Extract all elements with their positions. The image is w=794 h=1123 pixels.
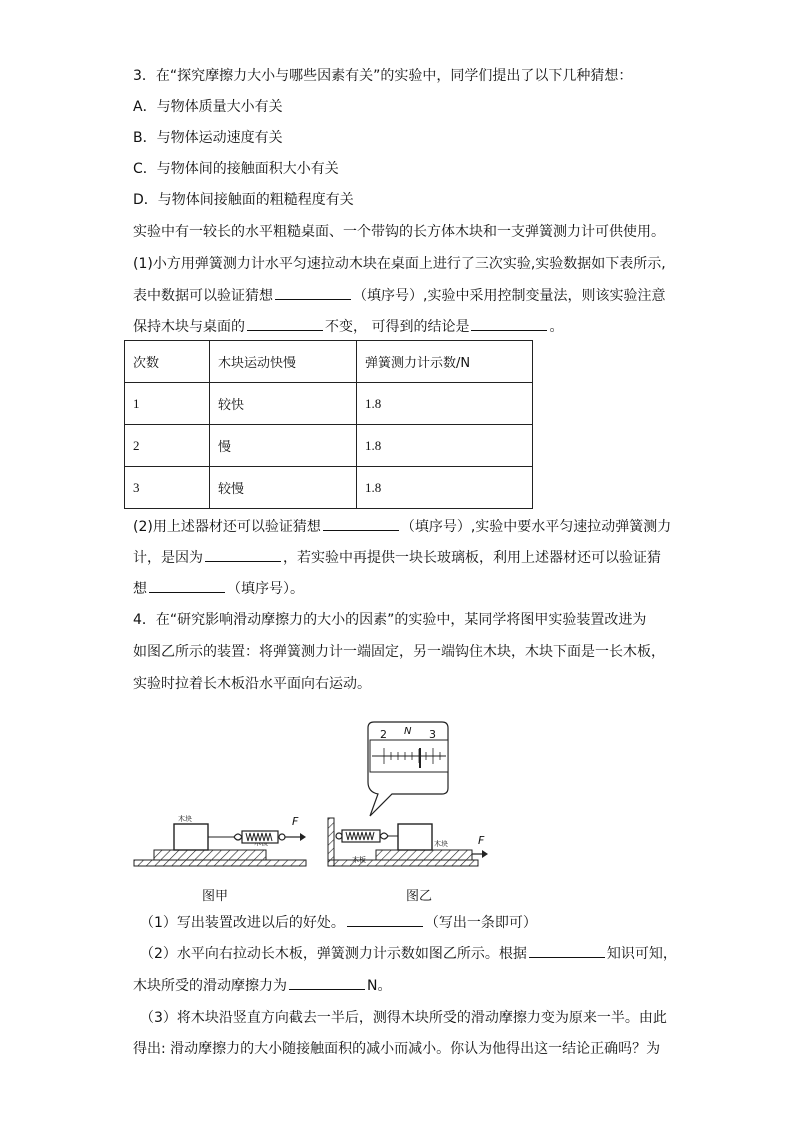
- fixed-wall: [328, 818, 334, 866]
- q3-part1-line2: [133, 285, 665, 306]
- q4-sub3-line2: 得出: 滑动摩擦力的大小随接触面积的减小而减小。你认为他得出这一结论正确吗？为: [133, 1041, 661, 1057]
- q3-part1-text: 保持木块与桌面的: [133, 319, 245, 335]
- caption-figure-a: 图甲: [202, 889, 229, 904]
- table-cell: 2: [125, 425, 210, 467]
- q4-sub2-text: 木块所受的滑动摩擦力为: [133, 978, 287, 994]
- table-cell: 较快: [210, 383, 357, 425]
- q3-option-a: A．与物体质量大小有关: [133, 99, 283, 115]
- q4-stem-line2: 如图乙所示的装置：将弹簧测力计一端固定，另一端钩住木块，木块下面是一长木板，: [133, 644, 665, 660]
- table-row: [125, 467, 533, 509]
- q3-stem: 3．在“探究摩擦力大小与哪些因素有关”的实验中，同学们提出了以下几种猜想：: [133, 68, 633, 84]
- table-header-row: [125, 341, 533, 383]
- q3-part2-line3: [133, 578, 304, 599]
- force-label: F: [478, 834, 485, 847]
- q3-part2-text: 计，是因为: [133, 550, 203, 566]
- answer-blank[interactable]: [149, 578, 225, 593]
- table-header-cell: 木块运动快慢: [210, 341, 357, 383]
- q4-sub1-text: （写出一条即可）: [424, 915, 537, 931]
- q4-sub1-text: （1）写出装置改进以后的好处。: [140, 915, 345, 931]
- table-cell: 慢: [210, 425, 357, 467]
- hook-icon: [380, 833, 388, 839]
- table-cell: 1.8: [357, 383, 533, 425]
- table-cell: 3: [125, 467, 210, 509]
- q4-sub1: [140, 912, 537, 933]
- q3-part2-text: （填序号）。: [227, 581, 304, 597]
- wooden-board: [154, 850, 266, 860]
- table-row: [125, 425, 533, 467]
- dial-number-right: 3: [429, 728, 436, 741]
- table-header-cell: 次数: [125, 341, 210, 383]
- q3-part1-text: 不变， 可得到的结论是: [325, 319, 470, 335]
- answer-blank[interactable]: [205, 547, 281, 562]
- q3-part1-text: 表中数据可以验证猜想: [133, 288, 273, 304]
- block-label: 木块: [178, 815, 192, 823]
- board-label: 木板: [352, 856, 366, 864]
- q3-option-d: D．与物体间接触面的粗糙程度有关: [133, 192, 354, 208]
- q3-part2-text: （填序号）,实验中要水平匀速拉动弹簧测力: [400, 519, 672, 535]
- q4-stem-line1: 4．在“研究影响滑动摩擦力的大小的因素”的实验中，某同学将图甲实验装置改进为: [133, 612, 647, 628]
- ground-surface: [328, 860, 478, 866]
- q3-option-b: B．与物体运动速度有关: [133, 130, 283, 146]
- table-cell: 1: [125, 383, 210, 425]
- caption-figure-b: 图乙: [406, 889, 433, 904]
- table-cell: 1.8: [357, 425, 533, 467]
- figure-b: [328, 722, 488, 904]
- ground-surface: [134, 860, 306, 866]
- table-header-cell: 弹簧测力计示数/N: [357, 341, 533, 383]
- q3-part2-text: ，若实验中再提供一块长玻璃板，利用上述器材还可以验证猜: [283, 550, 661, 566]
- q4-sub2-line1: [140, 943, 677, 964]
- q3-part2-line2: [133, 547, 661, 568]
- q3-equipment: 实验中有一较长的水平粗糙桌面、一个带钩的长方体木块和一支弹簧测力计可供使用。: [133, 224, 665, 240]
- arrow-head-icon: [300, 833, 306, 841]
- table-row: [125, 383, 533, 425]
- block-label: 木块: [434, 840, 448, 848]
- answer-blank[interactable]: [289, 975, 365, 990]
- answer-blank[interactable]: [529, 943, 605, 958]
- q4-sub2-line2: [133, 975, 391, 996]
- answer-blank[interactable]: [247, 316, 323, 331]
- table-cell: 较慢: [210, 467, 357, 509]
- apparatus-figure: [130, 712, 490, 908]
- arrow-head-icon: [482, 850, 488, 858]
- q3-part2-line1: [133, 516, 671, 537]
- answer-blank[interactable]: [471, 316, 547, 331]
- q4-stem-line3: 实验时拉着长木板沿水平面向右运动。: [133, 676, 371, 692]
- answer-blank[interactable]: [323, 516, 399, 531]
- answer-blank[interactable]: [347, 912, 423, 927]
- wooden-board: [376, 850, 472, 860]
- answer-blank[interactable]: [275, 285, 351, 300]
- experiment-data-table: [124, 340, 533, 509]
- force-label: F: [292, 815, 299, 828]
- figure-a: [134, 814, 306, 904]
- q3-part1-text: （填序号）,实验中采用控制变量法，则该实验注意: [353, 288, 666, 304]
- q3-part2-text: (2)用上述器材还可以验证猜想: [133, 519, 321, 535]
- q3-part1-text: 。: [549, 319, 564, 335]
- wooden-block: [398, 824, 432, 850]
- q4-sub2-text: N。: [367, 978, 392, 994]
- hook-icon: [234, 834, 242, 840]
- table-cell: 1.8: [357, 467, 533, 509]
- q3-part1-line3: [133, 316, 563, 337]
- q3-option-c: C．与物体间的接触面积大小有关: [133, 161, 339, 177]
- q4-sub3-line1: （3）将木块沿竖直方向截去一半后，测得木块所受的滑动摩擦力变为原来一半。由此: [140, 1010, 667, 1026]
- q4-sub2-text: 知识可知，: [606, 946, 677, 962]
- wooden-block: [174, 824, 208, 850]
- q3-part1-line1: (1)小方用弹簧测力计水平匀速拉动木块在桌面上进行了三次实验,实验数据如下表所示,: [133, 256, 666, 272]
- q3-part2-text: 想: [133, 581, 147, 597]
- dial-number-left: 2: [380, 728, 387, 741]
- scale-ring-icon: [336, 833, 342, 839]
- scale-ring-icon: [279, 834, 285, 840]
- q4-sub2-text: （2）水平向右拉动长木板，弹簧测力计示数如图乙所示。根据: [140, 946, 527, 962]
- dial-unit: N: [404, 726, 412, 737]
